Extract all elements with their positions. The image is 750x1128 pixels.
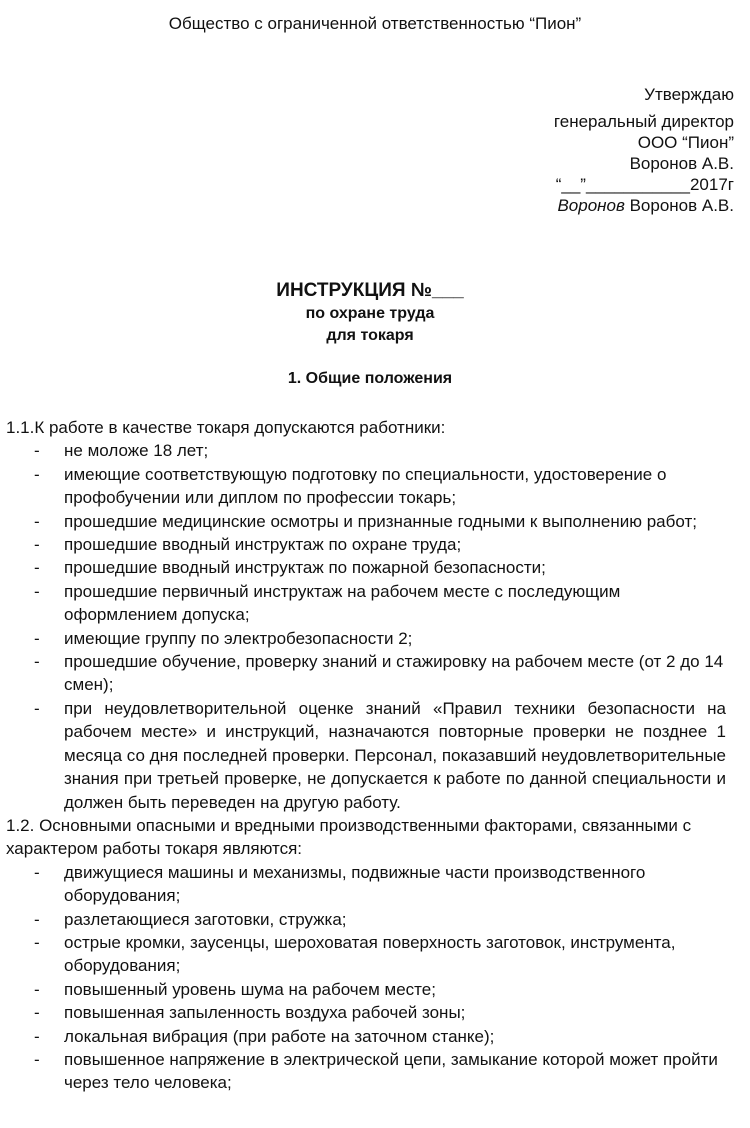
list-item: - движущиеся машины и механизмы, подвижные части производственного оборудования; xyxy=(6,861,736,908)
dash-marker: - xyxy=(34,464,40,484)
dash-marker: - xyxy=(34,862,40,882)
signature-name: Воронов А.В. xyxy=(624,196,734,215)
title-subtitle-2: для токаря xyxy=(326,327,414,344)
list-item: - повышенное напряжение в электрической цепи, замыкание которой может пройти через тело человека; xyxy=(6,1048,736,1095)
dash-marker: - xyxy=(34,979,40,999)
dash-marker: - xyxy=(34,652,40,672)
clause-1-1-intro: 1.1.К работе в качестве токаря допускаются работники: xyxy=(6,418,446,437)
dash-marker: - xyxy=(34,909,40,929)
clause-1-1-list xyxy=(6,439,736,814)
dash-marker: - xyxy=(34,698,40,718)
approval-block xyxy=(554,84,734,216)
approver-name: Воронов А.В. xyxy=(629,154,734,173)
dash-marker: - xyxy=(34,1026,40,1046)
list-item: - прошедшие вводный инструктаж по пожарной безопасности; xyxy=(6,556,736,579)
approval-signature-line xyxy=(554,195,734,216)
dash-marker: - xyxy=(34,511,40,531)
list-item: - прошедшие обучение, проверку знаний и стажировку на рабочем месте (от 2 до 14 смен); xyxy=(6,650,736,697)
clause-1-2-intro: 1.2. Основными опасными и вредными производственными факторами, связанными с характером работы токаря являются: xyxy=(6,815,692,859)
list-item: - прошедшие первичный инструктаж на рабочем месте с последующим оформлением допуска; xyxy=(6,580,736,627)
list-item: - имеющие соответствующую подготовку по специальности, удостоверение о профобучении или диплом по профессии токарь; xyxy=(6,463,736,510)
approval-date-line: “__”___________2017г xyxy=(555,175,734,194)
list-item: - разлетающиеся заготовки, стружка; xyxy=(6,908,736,931)
dash-marker: - xyxy=(34,1049,40,1069)
document-body xyxy=(6,416,736,1095)
list-item: - локальная вибрация (при работе на заточном станке); xyxy=(6,1025,736,1048)
list-item: - не моложе 18 лет; xyxy=(6,439,736,462)
approve-word: Утверждаю xyxy=(644,85,734,104)
document-title xyxy=(0,279,740,347)
list-item: - острые кромки, заусенцы, шероховатая поверхность заготовок, инструмента, оборудования; xyxy=(6,931,736,978)
dash-marker: - xyxy=(34,628,40,648)
title-subtitle-1: по охране труда xyxy=(305,305,435,322)
list-item: - прошедшие медицинские осмотры и признанные годными к выполнению работ; xyxy=(6,510,736,533)
list-item: - имеющие группу по электробезопасности 2; xyxy=(6,627,736,650)
section-heading: 1. Общие положения xyxy=(287,370,453,387)
signature: Воронов xyxy=(557,196,625,215)
list-item: - прошедшие вводный инструктаж по охране труда; xyxy=(6,533,736,556)
dash-marker: - xyxy=(34,581,40,601)
list-item: - при неудовлетворительной оценке знаний «Правил техники безопасности на рабочем месте» и инструкций, назначаются повторные проверки не позднее 1 месяца со дня последней проверки. Персонал, показавший неудовлетворительные знания при третьей проверке, не допускается к работе по данной специальности и должен быть переведен на другую работу. xyxy=(6,697,736,814)
dash-marker: - xyxy=(34,1003,40,1023)
dash-marker: - xyxy=(34,558,40,578)
title-main: ИНСТРУКЦИЯ №___ xyxy=(276,280,464,301)
dash-marker: - xyxy=(34,535,40,555)
list-item: - повышенный уровень шума на рабочем месте; xyxy=(6,978,736,1001)
dash-marker: - xyxy=(34,932,40,952)
organization-header: Общество с ограниченной ответственностью “Пион” xyxy=(168,14,582,33)
list-item: - повышенная запыленность воздуха рабочей зоны; xyxy=(6,1001,736,1024)
clause-1-2-list xyxy=(6,861,736,1095)
approver-position: генеральный директор xyxy=(553,112,734,131)
dash-marker: - xyxy=(34,441,40,461)
approver-company: ООО “Пион” xyxy=(637,133,734,152)
